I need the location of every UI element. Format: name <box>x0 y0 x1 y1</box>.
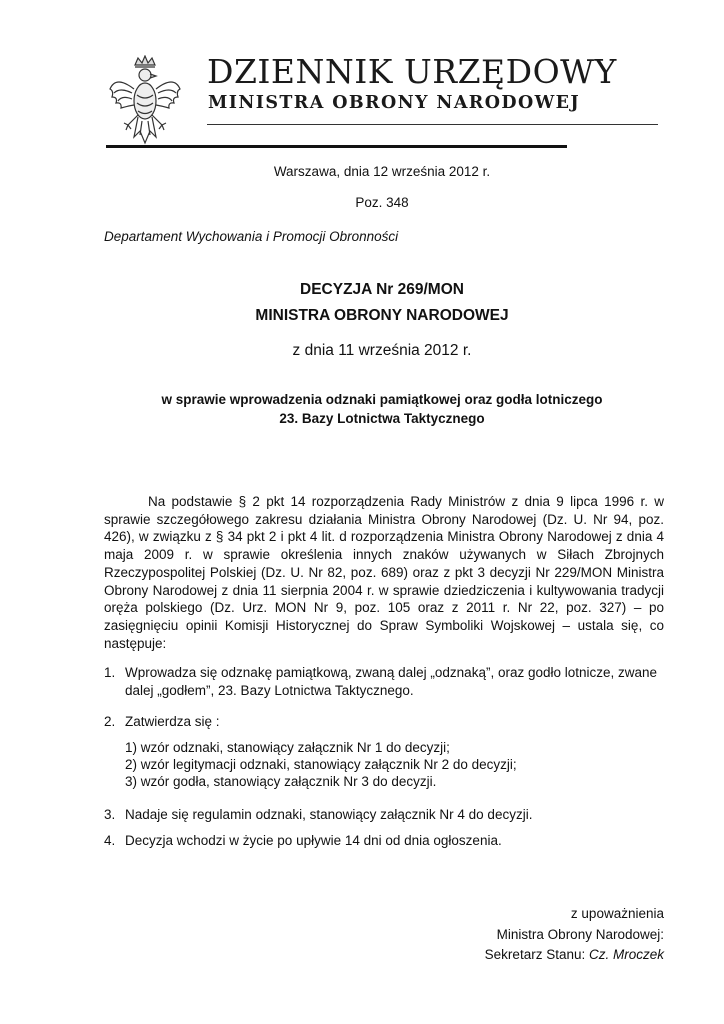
item-number: 2. <box>104 714 116 729</box>
signature-signer <box>485 947 664 962</box>
eagle-emblem-icon <box>104 55 186 155</box>
subject-line-2: 23. Bazy Lotnictwa Taktycznego <box>279 411 485 426</box>
subitem: 2) wzór legitymacji odznaki, stanowiący załącznik Nr 2 do decyzji; <box>125 757 517 772</box>
preamble-paragraph: Na podstawie § 2 pkt 14 rozporządzenia Rady Ministrów z dnia 9 lipca 1996 r. w sprawie szczegółowego zakresu działania Ministra Obrony Narodowej (Dz. U. Nr 94, poz. 426), w związku z § 34 pkt 2 i pkt 4 lit. d rozporządzenia Ministra Obrony Narodowej z dnia 4 maja 2009 r. w sprawie określenia innych znaków używanych w Siłach Zbrojnych Rzeczypospolitej Polskiej (Dz. U. Nr 82, poz. 689) oraz z pkt 3 decyzji Nr 229/MON Ministra Obrony Narodowej z dnia 11 sierpnia 2004 r. w sprawie dziedziczenia i kultywowania tradycji oręża polskiego (Dz. Urz. MON Nr 9, poz. 105 oraz z 2011 r. Nr 22, poz. 327) – po zasięgnięciu opinii Komisji Historycznej do Spraw Symboliki Wojskowej – ustala się, co następuje: <box>104 494 664 651</box>
header-divider <box>207 124 658 125</box>
department: Departament Wychowania i Promocji Obronności <box>104 229 399 244</box>
item-number: 3. <box>104 807 116 822</box>
item-text: Nadaje się regulamin odznaki, stanowiący załącznik Nr 4 do decyzji. <box>125 807 533 822</box>
item-number: 1. <box>104 665 116 680</box>
decision-date: z dnia 11 września 2012 r. <box>292 342 472 359</box>
journal-title: DZIENNIK URZĘDOWY <box>207 52 617 91</box>
place-date: Warszawa, dnia 12 września 2012 r. <box>273 164 491 179</box>
item-number: 4. <box>104 833 116 848</box>
decision-number: DECYZJA Nr 269/MON <box>300 281 464 298</box>
signature-office: Ministra Obrony Narodowej: <box>496 927 664 942</box>
item-text: Zatwierdza się : <box>125 714 220 729</box>
signer-name: Cz. Mroczek <box>588 947 664 962</box>
position-number: Poz. 348 <box>355 195 409 210</box>
subitem: 1) wzór odznaki, stanowiący załącznik Nr 1 do decyzji; <box>125 740 450 755</box>
decision-issuer: MINISTRA OBRONY NARODOWEJ <box>255 307 509 324</box>
signer-role: Sekretarz Stanu: <box>484 947 589 962</box>
subitem: 3) wzór godła, stanowiący załącznik Nr 3 do decyzji. <box>125 774 437 789</box>
signature-authorization: z upoważnienia <box>570 906 664 921</box>
header-underline <box>106 145 567 148</box>
item-text: Wprowadza się odznakę pamiątkową, zwaną dalej „odznaką”, oraz godło lotnicze, zwane dalej „godłem”, 23. Bazy Lotnictwa Taktycznego. <box>125 665 658 698</box>
item-text: Decyzja wchodzi w życie po upływie 14 dni od dnia ogłoszenia. <box>125 833 502 848</box>
journal-subtitle: MINISTRA OBRONY NARODOWEJ <box>208 93 581 113</box>
subject-line-1: w sprawie wprowadzenia odznaki pamiątkowej oraz godła lotniczego <box>161 392 603 407</box>
